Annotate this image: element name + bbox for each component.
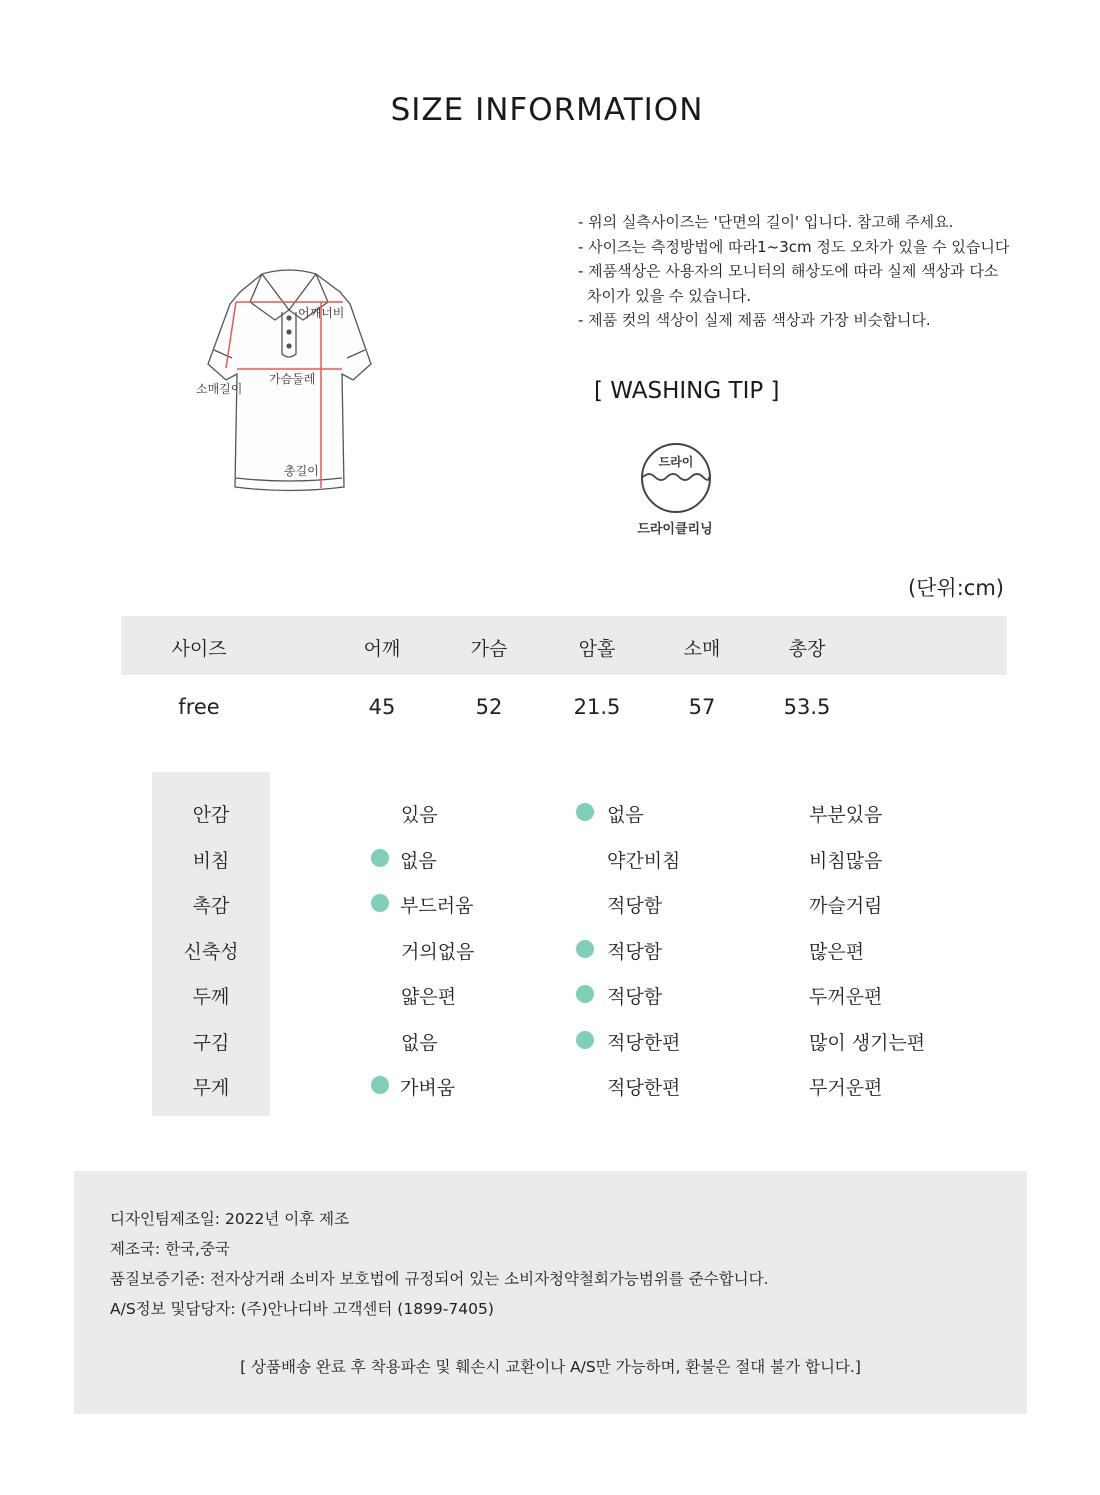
attribute-row	[152, 879, 1012, 924]
garment-diagram	[190, 262, 380, 502]
chest-label: 가슴둘레	[269, 372, 316, 386]
shoulder-label: 어깨너비	[298, 306, 345, 320]
size-table-header	[121, 616, 1007, 675]
header-cell: 가슴	[470, 638, 508, 660]
footer-line: 품질보증기준: 전자상거래 소비자 보호법에 규정되어 있는 소비자청약철회가능범위를 준수합니다.	[110, 1270, 769, 1288]
header-cell: 총장	[788, 638, 826, 660]
header-cell: 소매	[683, 638, 721, 660]
attribute-option: 부분있음	[809, 804, 883, 826]
size-cell: 57	[688, 695, 716, 719]
dry-icon-text: 드라이	[658, 455, 694, 469]
attribute-option: 얇은편	[401, 986, 457, 1008]
selected-indicator-icon	[576, 803, 594, 821]
attribute-label: 두께	[192, 986, 230, 1008]
footer-line: A/S정보 및담당자: (주)안나디바 고객센터 (1899-7405)	[110, 1300, 494, 1318]
size-cell: 53.5	[783, 695, 831, 719]
attribute-option: 적당함	[607, 940, 663, 963]
attribute-label: 촉감	[192, 895, 230, 917]
attribute-option: 거의없음	[401, 940, 475, 963]
attribute-label: 무게	[192, 1077, 230, 1099]
attribute-row	[152, 925, 1012, 970]
header-cell: 암홀	[578, 638, 616, 660]
size-cell: free	[178, 695, 220, 719]
size-cell: 45	[368, 695, 396, 719]
note-line: - 제품 컷의 색상이 실제 제품 색상과 가장 비슷합니다.	[578, 311, 931, 329]
length-label: 총길이	[284, 464, 319, 478]
note-line: - 제품색상은 사용자의 모니터의 해상도에 따라 실제 색상과 다소	[578, 262, 999, 280]
attribute-row	[152, 834, 1012, 879]
attribute-label: 신축성	[183, 940, 239, 963]
note-line: - 위의 실측사이즈는 '단면의 길이' 입니다. 참고해 주세요.	[578, 213, 954, 231]
attribute-option: 있음	[401, 804, 438, 826]
attribute-option: 까슬거림	[809, 895, 883, 917]
attribute-option: 가벼움	[400, 1077, 456, 1099]
refund-notice: [ 상품배송 완료 후 착용파손 및 훼손시 교환이나 A/S만 가능하며, 환불은 절대 불가 합니다.]	[240, 1358, 861, 1376]
selected-indicator-icon	[576, 1031, 594, 1049]
attribute-label: 구김	[192, 1031, 230, 1054]
fabric-attributes	[152, 772, 1012, 1116]
footer-line: 제조국: 한국,중국	[110, 1240, 230, 1258]
selected-indicator-icon	[371, 1076, 389, 1094]
attribute-option: 적당함	[607, 986, 663, 1008]
washing-tip-title: [ WASHING TIP ]	[594, 378, 780, 404]
attribute-option: 무거운편	[809, 1077, 883, 1099]
attribute-option: 적당한편	[607, 1077, 681, 1099]
attribute-option: 적당함	[607, 895, 663, 917]
attribute-option: 없음	[400, 849, 437, 872]
attribute-option: 부드러움	[400, 895, 474, 917]
dry-cleaning-caption: 드라이클리닝	[637, 522, 713, 537]
selected-indicator-icon	[576, 985, 594, 1003]
attribute-option: 비침많음	[809, 849, 883, 872]
attribute-row	[152, 1061, 1012, 1106]
header-cell: 사이즈	[171, 638, 227, 660]
size-cell: 52	[475, 695, 503, 719]
product-info-footer	[74, 1171, 1027, 1414]
size-cell: 21.5	[573, 695, 621, 719]
attribute-label: 비침	[192, 849, 230, 872]
selected-indicator-icon	[371, 849, 389, 867]
note-line: 차이가 있을 수 있습니다.	[587, 286, 751, 305]
attribute-option: 없음	[607, 804, 644, 826]
attribute-label: 안감	[192, 804, 230, 826]
selected-indicator-icon	[576, 940, 594, 958]
measurement-notes	[578, 210, 1048, 333]
size-table	[121, 616, 1007, 741]
unit-label: (단위:cm)	[907, 576, 1004, 600]
attribute-option: 많은편	[809, 940, 865, 963]
footer-line: 디자인팀제조일: 2022년 이후 제조	[110, 1210, 350, 1228]
attribute-option: 적당한편	[607, 1031, 681, 1054]
page-title: SIZE INFORMATION	[390, 92, 704, 128]
attribute-row	[152, 1016, 1012, 1061]
sleeve-label: 소매길이	[196, 382, 243, 396]
attribute-row	[152, 788, 1012, 833]
table-row	[121, 675, 1007, 741]
attribute-option: 많이 생기는편	[809, 1031, 926, 1054]
attribute-option: 두꺼운편	[809, 986, 883, 1008]
attribute-row	[152, 970, 1012, 1015]
attribute-option: 없음	[401, 1031, 438, 1054]
header-cell: 어깨	[363, 638, 401, 660]
note-line: - 사이즈는 측정방법에 따라1~3cm 정도 오차가 있을 수 있습니다	[578, 237, 1010, 256]
dry-cleaning-icon	[638, 441, 714, 515]
attribute-option: 약간비침	[607, 849, 681, 872]
selected-indicator-icon	[371, 894, 389, 912]
